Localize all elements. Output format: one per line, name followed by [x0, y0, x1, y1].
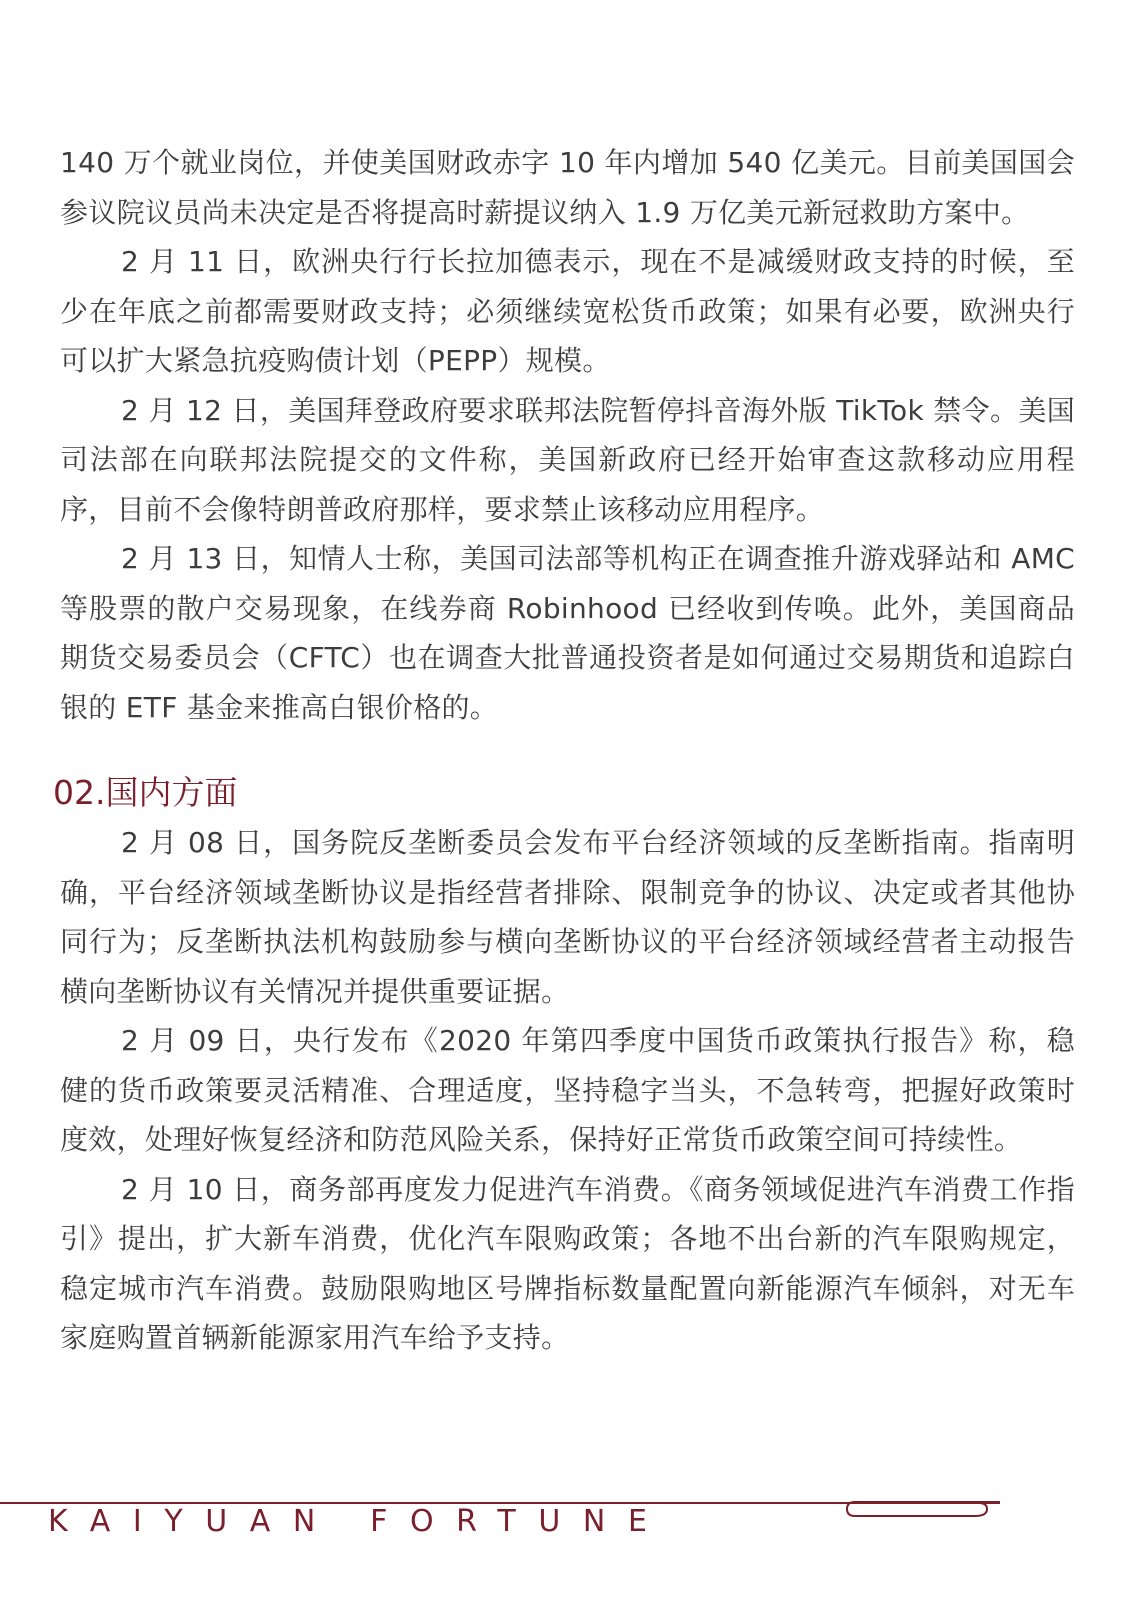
paragraph: 140 万个就业岗位，并使美国财政赤字 10 年内增加 540 亿美元。目前美国国会参议院议员尚未决定是否将提高时薪提议纳入 1.9 万亿美元新冠救助方案中。	[60, 146, 1075, 229]
paragraph: 2 月 08 日，国务院反垄断委员会发布平台经济领域的反垄断指南。指南明确，平台经济领域垄断协议是指经营者排除、限制竞争的协议、决定或者其他协同行为；反垄断执法机构鼓励参与横向垄断协议的平台经济领域经营者主动报告横向垄断协议有关情况并提供重要证据。	[60, 826, 1075, 1008]
footer-brand: KAIYUAN FORTUNE	[48, 1504, 670, 1539]
paragraph: 2 月 10 日，商务部再度发力促进汽车消费。《商务领域促进汽车消费工作指引》提出，扩大新车消费，优化汽车限购政策；各地不出台新的汽车限购规定，稳定城市汽车消费。鼓励限购地区号牌指标数量配置向新能源汽车倾斜，对无车家庭购置首辆新能源家用汽车给予支持。	[60, 1172, 1075, 1354]
paragraph: 2 月 11 日，欧洲央行行长拉加德表示，现在不是减缓财政支持的时候，至少在年底之前都需要财政支持；必须继续宽松货币政策；如果有必要，欧洲央行可以扩大紧急抗疫购债计划（PEPP）规模。	[60, 245, 1075, 377]
swoosh-logo-icon	[845, 1496, 1005, 1520]
section-title: 02.国内方面	[53, 773, 238, 812]
article-body	[53, 138, 1075, 1363]
paragraph: 2 月 12 日，美国拜登政府要求联邦法院暂停抖音海外版 TikTok 禁令。美国司法部在向联邦法院提交的文件称，美国新政府已经开始审查这款移动应用程序，目前不会像特朗普政府那样，要求禁止该移动应用程序。	[60, 393, 1075, 526]
paragraph: 2 月 13 日，知情人士称，美国司法部等机构正在调查推升游戏驿站和 AMC 等股票的散户交易现象，在线券商 Robinhood 已经收到传唤。此外，美国商品期货交易委员会（CFTC）也在调查大批普通投资者是如何通过交易期货和追踪白银的 ETF 基金来推高白银价格的。	[60, 542, 1075, 724]
paragraph: 2 月 09 日，央行发布《2020 年第四季度中国货币政策执行报告》称，稳健的货币政策要灵活精准、合理适度，坚持稳字当头，不急转弯，把握好政策时度效，处理好恢复经济和防范风险关系，保持好正常货币政策空间可持续性。	[60, 1024, 1075, 1156]
